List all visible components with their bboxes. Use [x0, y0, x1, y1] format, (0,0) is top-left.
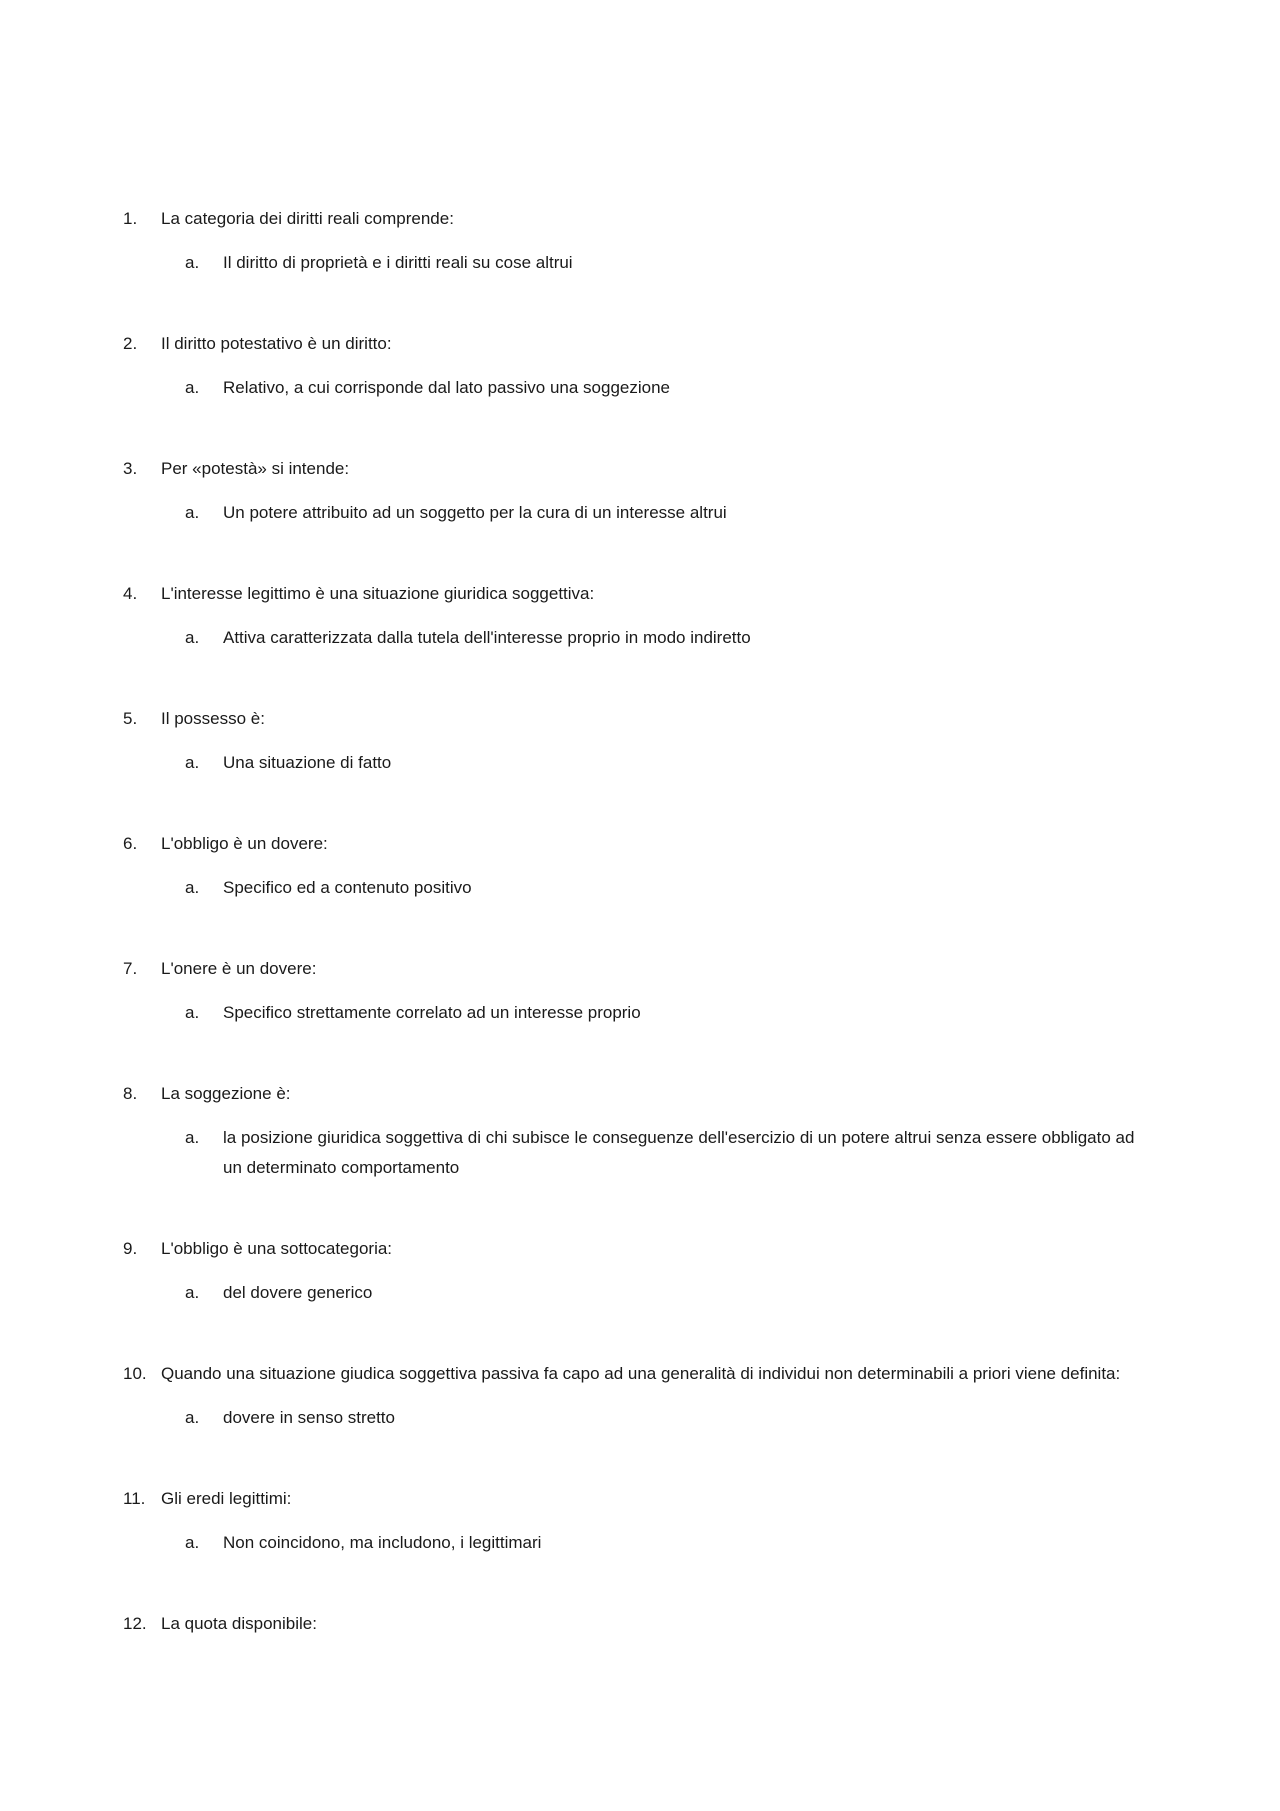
- answer-letter: a.: [185, 1128, 200, 1147]
- question-number: 1.: [123, 209, 138, 228]
- question-number: 3.: [123, 459, 138, 478]
- answer-text: Non coincidono, ma includono, i legittimari: [223, 1533, 542, 1552]
- answer-text: Attiva caratterizzata dalla tutela dell'interesse proprio in modo indiretto: [223, 628, 751, 647]
- answer-letter: a.: [185, 753, 200, 772]
- answer-letter: a.: [185, 628, 200, 647]
- question-text: L'obbligo è un dovere:: [161, 834, 328, 853]
- question-list: [123, 204, 1153, 1639]
- question-text: Il possesso è:: [161, 709, 265, 728]
- question-text: La quota disponibile:: [161, 1614, 317, 1633]
- question-item: [123, 1079, 1153, 1183]
- question-item: [123, 829, 1153, 903]
- question-number: 4.: [123, 584, 138, 603]
- answer-text: Un potere attribuito ad un soggetto per la cura di un interesse altrui: [223, 503, 727, 522]
- answer-text: dovere in senso stretto: [223, 1408, 395, 1427]
- question-text: Il diritto potestativo è un diritto:: [161, 334, 392, 353]
- question-text: L'onere è un dovere:: [161, 959, 317, 978]
- question-item: [123, 1359, 1153, 1433]
- answer-text: la posizione giuridica soggettiva di chi subisce le conseguenze dell'esercizio di un potere altrui senza essere obbligato ad un determinato comportamento: [223, 1128, 1135, 1177]
- question-item: [123, 1234, 1153, 1308]
- answer-letter: a.: [185, 253, 200, 272]
- question-text: La categoria dei diritti reali comprende:: [161, 209, 454, 228]
- question-number: 7.: [123, 959, 138, 978]
- answer-text: Relativo, a cui corrisponde dal lato passivo una soggezione: [223, 378, 670, 397]
- answer-text: Specifico strettamente correlato ad un interesse proprio: [223, 1003, 641, 1022]
- question-item: [123, 1484, 1153, 1558]
- answer-letter: a.: [185, 378, 200, 397]
- answer-letter: a.: [185, 1408, 200, 1427]
- answer-text: Il diritto di proprietà e i diritti reali su cose altrui: [223, 253, 573, 272]
- answer-text: Specifico ed a contenuto positivo: [223, 878, 472, 897]
- question-text: Gli eredi legittimi:: [161, 1489, 292, 1508]
- answer-letter: a.: [185, 1283, 200, 1302]
- question-number: 8.: [123, 1084, 138, 1103]
- question-number: 10.: [123, 1364, 147, 1383]
- question-item: [123, 579, 1153, 653]
- question-item: [123, 329, 1153, 403]
- question-text: Per «potestà» si intende:: [161, 459, 350, 478]
- question-number: 12.: [123, 1614, 147, 1633]
- answer-letter: a.: [185, 878, 200, 897]
- question-item: [123, 204, 1153, 278]
- question-item: [123, 954, 1153, 1028]
- question-text: Quando una situazione giudica soggettiva passiva fa capo ad una generalità di individui non determinabili a priori viene definita:: [161, 1364, 1121, 1383]
- question-number: 6.: [123, 834, 138, 853]
- question-text: L'interesse legittimo è una situazione giuridica soggettiva:: [161, 584, 595, 603]
- answer-letter: a.: [185, 1003, 200, 1022]
- answer-text: del dovere generico: [223, 1283, 373, 1302]
- question-text: L'obbligo è una sottocategoria:: [161, 1239, 393, 1258]
- answer-text: Una situazione di fatto: [223, 753, 392, 772]
- question-text: La soggezione è:: [161, 1084, 291, 1103]
- question-number: 11.: [123, 1489, 146, 1508]
- question-number: 2.: [123, 334, 138, 353]
- question-number: 5.: [123, 709, 138, 728]
- question-item: [123, 1609, 1153, 1639]
- answer-letter: a.: [185, 1533, 200, 1552]
- question-item: [123, 704, 1153, 778]
- question-item: [123, 454, 1153, 528]
- question-number: 9.: [123, 1239, 138, 1258]
- answer-letter: a.: [185, 503, 200, 522]
